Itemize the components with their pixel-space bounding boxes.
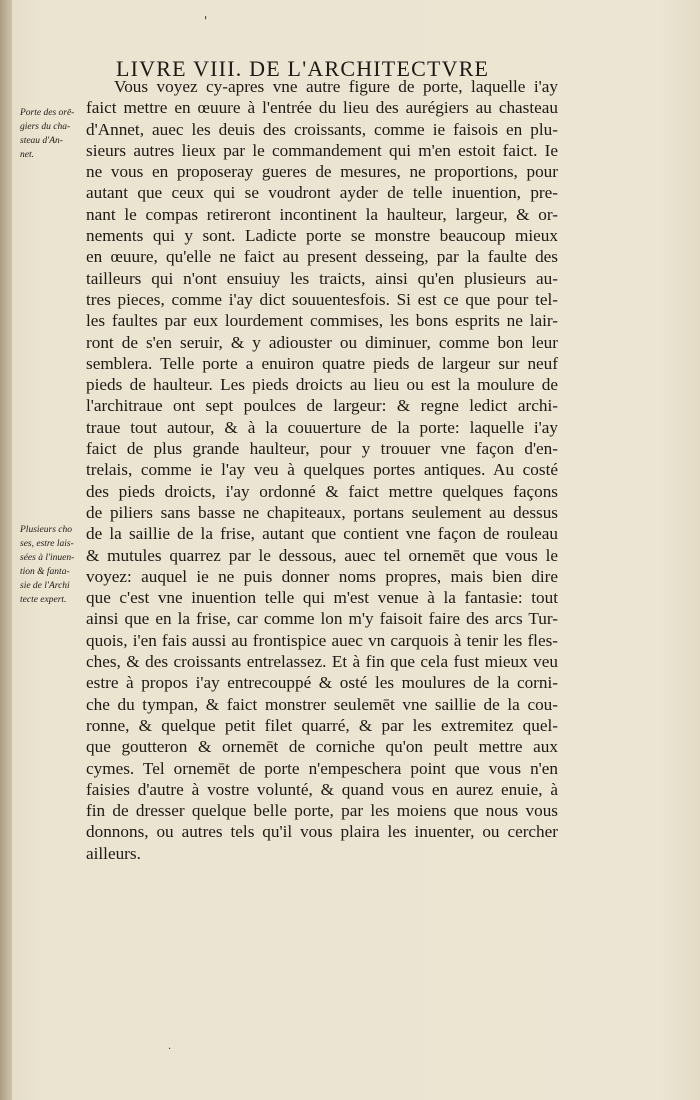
body-line: nements qui y sont. Ladicte porte se monstre beaucoup mieux [86, 226, 558, 246]
body-line: tres pieces, comme i'ay dict souuentesfois. Si est ce que pour tel- [86, 289, 558, 309]
body-line: trelais, comme ie l'ay veu à quelques portes antiques. Au costé [86, 460, 558, 480]
running-header: LIVRE VIII. DE L'ARCHITECTVRE [116, 56, 490, 81]
body-line: semblera. Telle porte a enuiron quatre pieds de largeur sur neuf [86, 353, 558, 373]
body-line: & mutules quarrez par le dessous, auec tel ornemēt que vous le [86, 545, 558, 565]
body-line: ront de s'en seruir, & y adiouster ou diminuer, comme bon leur [86, 332, 558, 352]
margin-note-plusieurs: Plusieurs cho ses, estre lais- sées à l'inuen- tion & fanta- sie de l'Archi tecte expert. [20, 525, 75, 605]
page-gutter [0, 0, 12, 1100]
body-line: ainsi que en la frise, car comme lon m'y faisoit faire des arcs Tur- [86, 609, 558, 629]
body-line: de la saillie de la frise, autant que contient vne façon de rouleau [86, 524, 558, 544]
body-line: de piliers sans basse ne chapiteaux, portans seulement au dessus [86, 502, 558, 522]
ink-mark-bottom: · [168, 1044, 172, 1055]
body-paragraph [86, 76, 558, 864]
margin-note-porte: Porte des orē- giers du cha- steau d'An- net. [20, 108, 75, 160]
body-line: nant le compas retireront incontinent la haulteur, largeur, & or- [86, 204, 558, 224]
body-line: ailleurs. [86, 843, 141, 863]
body-line: Vous voyez cy-apres vne autre figure de porte, laquelle i'ay [114, 77, 558, 96]
body-line: cymes. Tel ornemēt de porte n'empeschera point que vous n'en [86, 758, 558, 778]
body-line: voyez: auquel ie ne puis donner noms propres, mais bien dire [86, 566, 558, 586]
body-line: ronne, & quelque petit filet quarré, & par les extremitez quel- [86, 715, 558, 735]
body-line: che du tympan, & faict monstrer seulemēt vne saillie de la cou- [86, 694, 558, 714]
body-line: les faultes par eux lourdement commises, les bons esprits ne lair- [86, 311, 558, 331]
body-line: que goutteron & ornemēt de corniche qu'on peult mettre aux [86, 737, 558, 757]
body-line: autant que ceux qui se voudront ayder de telle inuention, pre- [86, 183, 558, 203]
body-line: en œuure, qu'elle ne faict au present desseing, par la faulte des [86, 247, 558, 267]
body-line: traue tout autour, & à la couuerture de la porte: laquelle i'ay [86, 417, 558, 437]
body-line: sieurs autres lieux par le commandement qui m'en estoit faict. Ie [86, 140, 558, 160]
body-line: fin de dresser quelque belle porte, par les moiens que nous vous [86, 801, 558, 821]
body-line: faict mettre en œuure à l'entrée du lieu des aurégiers au chasteau [86, 98, 558, 118]
body-line: quois, i'en fais aussi au frontispice auec vn carquois à tenir les fles- [86, 630, 558, 650]
body-line: que c'est vne inuention telle qui m'est venue à la fantasie: tout [86, 588, 558, 608]
body-line: faict de plus grande haulteur, pour y trouuer vne façon d'en- [86, 439, 558, 459]
ink-mark-top: ' [204, 14, 208, 28]
body-line: ne vous en proposeray gueres de mesures, ne proportions, pour [86, 162, 558, 182]
body-line: pieds de haulteur. Les pieds droicts au lieu ou est la moulure de [86, 375, 558, 395]
body-line: estre à propos i'ay entrecouppé & osté les moulures de la corni- [86, 673, 558, 693]
body-line: d'Annet, auec les deuis des croissants, comme ie faisois en plu- [86, 119, 558, 139]
body-line: faisies d'autre à vostre volunté, & quand vous en aurez enuie, à [86, 779, 558, 799]
body-line: l'architraue ont sept poulces de largeur: & regne ledict archi- [86, 396, 558, 416]
body-line: donnons, ou autres tels qu'il vous plaira les inuenter, ou cercher [86, 822, 558, 842]
body-line: ches, & des croissants entrelassez. Et à fin que cela fust mieux veu [86, 652, 558, 672]
body-line: des pieds droicts, i'ay ordonné & faict mettre quelques façons [86, 481, 558, 501]
body-line: tailleurs qui n'ont ensuiuy les traicts, ainsi qu'en plusieurs au- [86, 268, 558, 288]
